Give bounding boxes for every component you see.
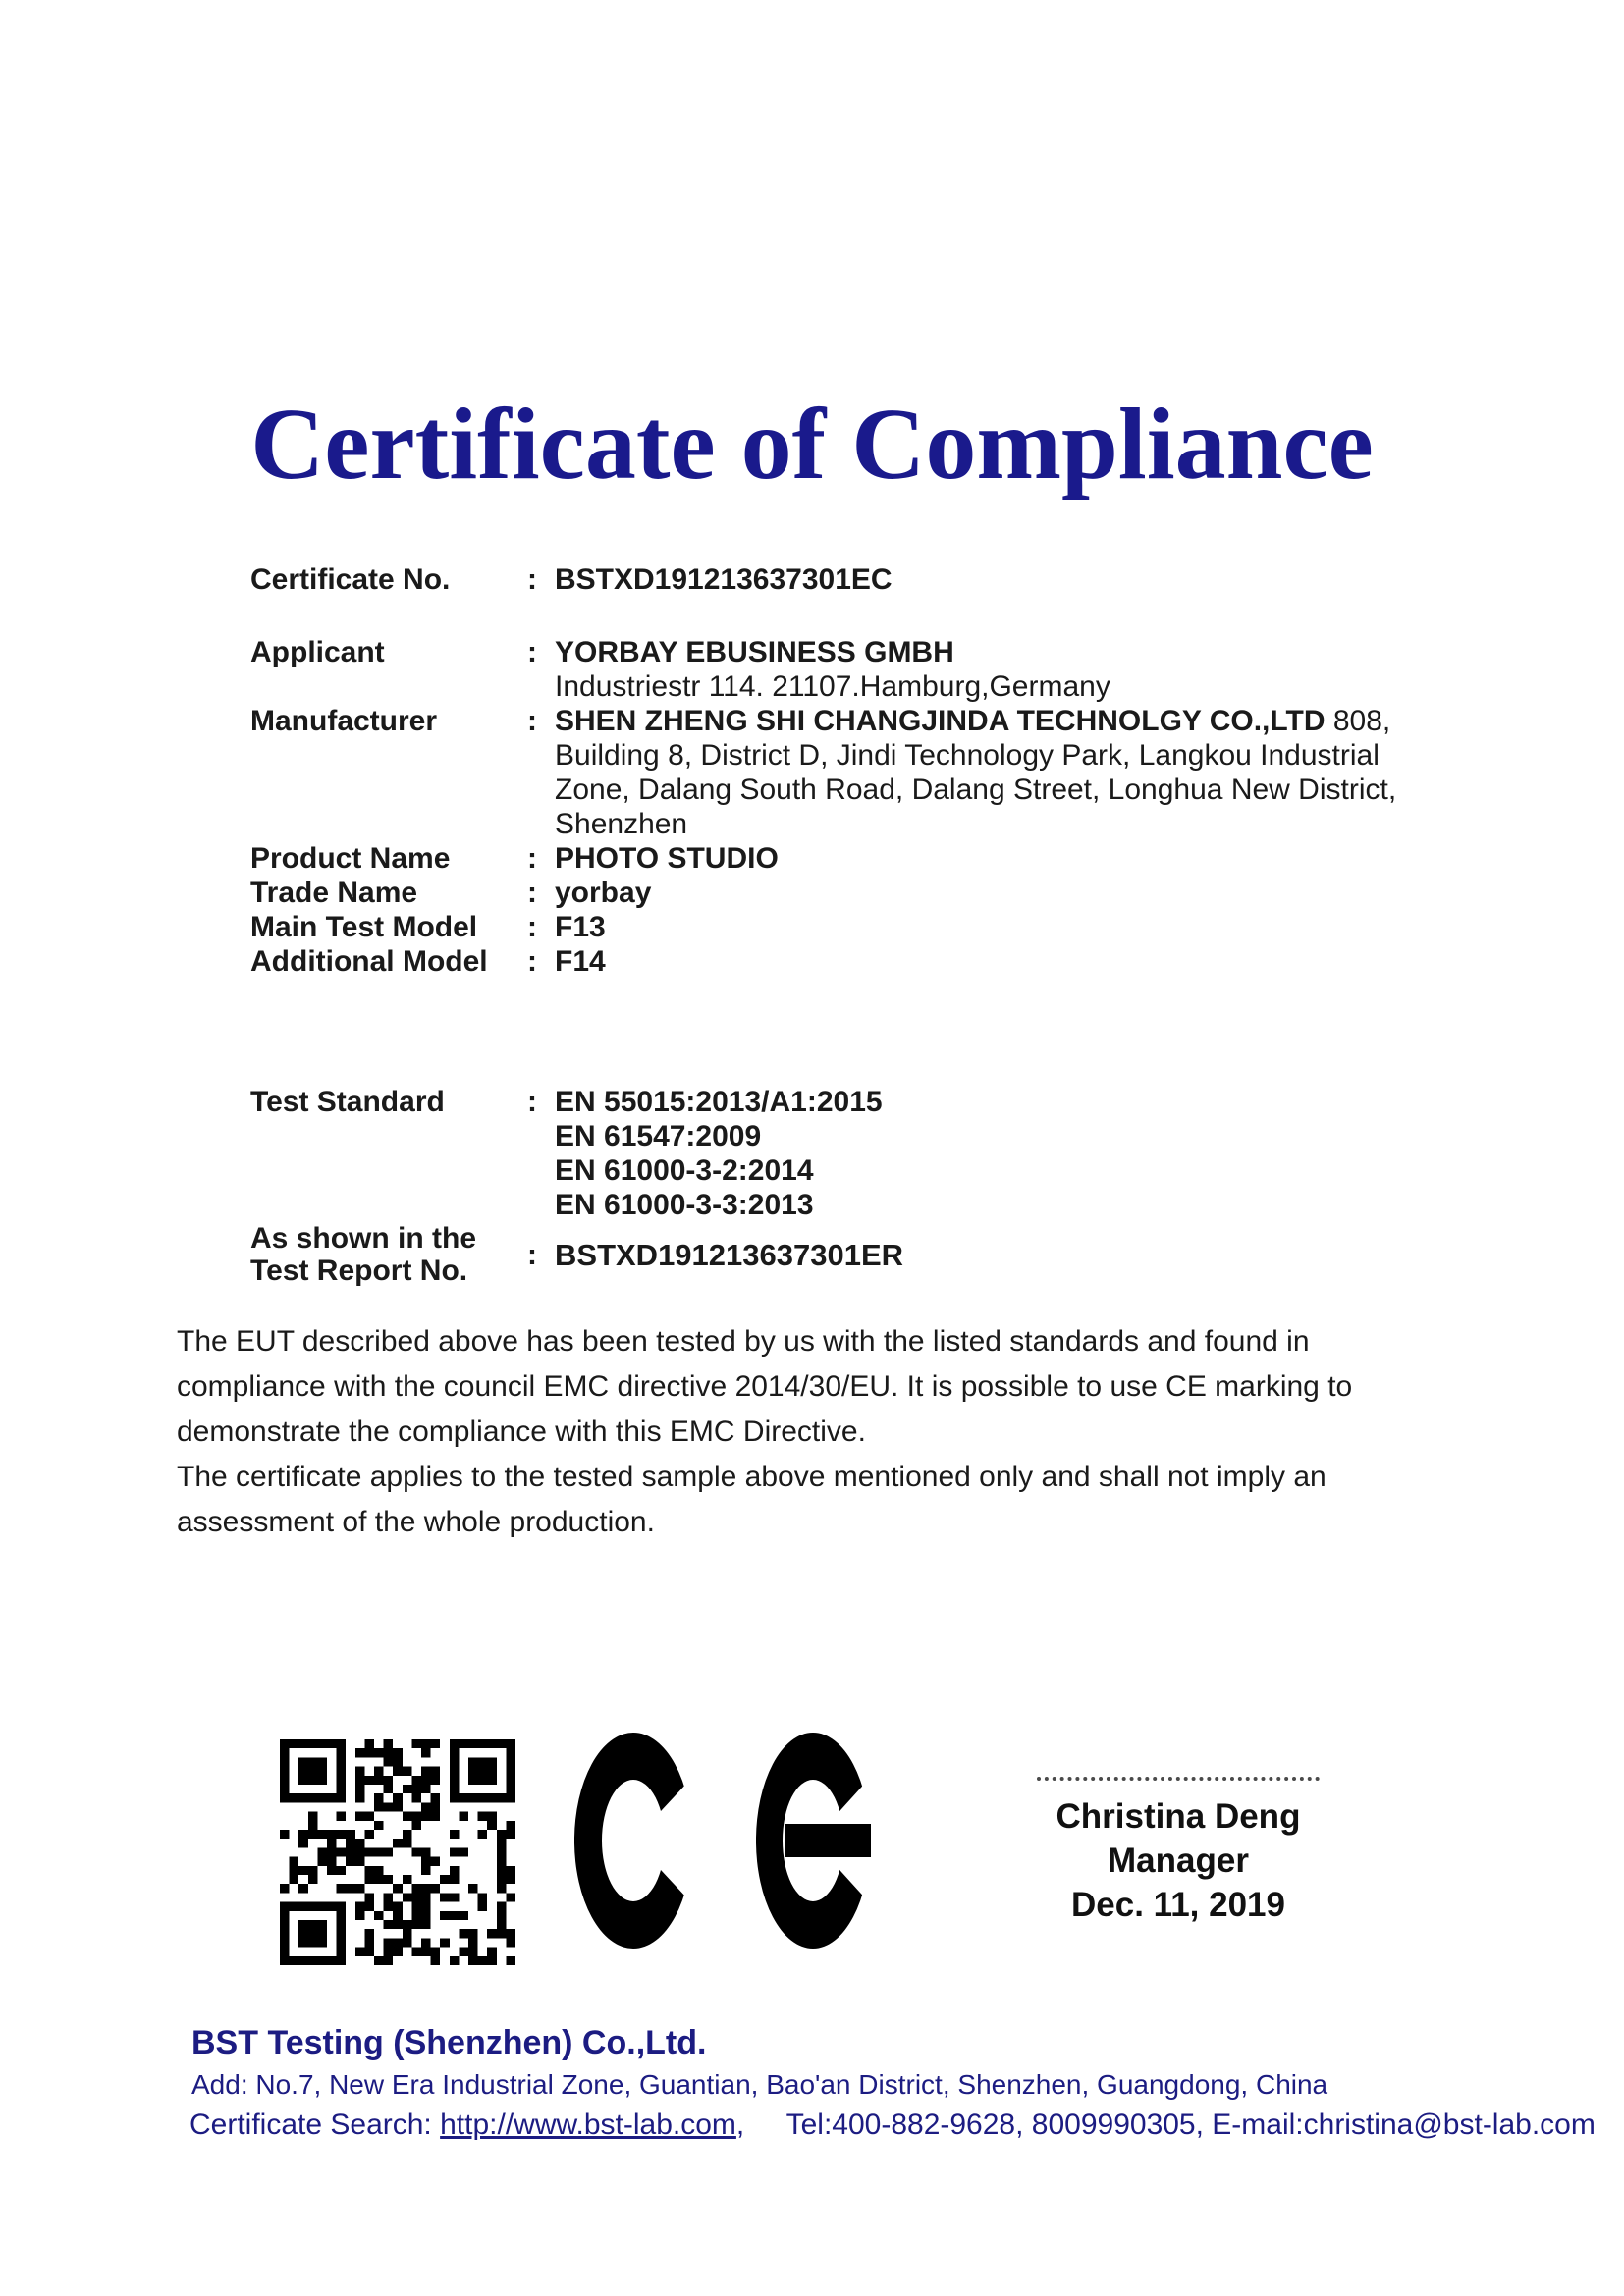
ce-mark-e — [756, 1733, 871, 1949]
applicant-name: YORBAY EBUSINESS GMBH — [555, 636, 954, 668]
signatory-role: Manager — [1108, 1842, 1249, 1880]
manufacturer-label: Manufacturer — [250, 705, 438, 737]
colon: : — [527, 563, 537, 596]
ce-mark-icon — [574, 1733, 871, 1949]
field-manufacturer — [250, 704, 1404, 841]
colon: : — [527, 705, 537, 737]
colon: : — [527, 877, 537, 909]
statement-paragraph-1: The EUT described above has been tested by us with the listed standards and found in compliance with the council EMC directive 2014/30/EU. It is possible to use CE marking to demonstrate the compliance with this EMC Directive. — [177, 1325, 1353, 1448]
certificate-no-value: BSTXD191213637301EC — [555, 563, 893, 596]
colon: : — [527, 945, 537, 978]
test-standard-value — [555, 1085, 1404, 1222]
applicant-address: Industriestr 114. 21107.Hamburg,Germany — [555, 670, 1110, 703]
certificate-no-label: Certificate No. — [250, 563, 451, 596]
field-test-report-no — [250, 1222, 1404, 1287]
manufacturer-address-line: Shenzhen — [555, 808, 688, 840]
spacer — [250, 979, 1404, 1085]
signature-block — [982, 1777, 1375, 1927]
main-test-model-value: F13 — [555, 911, 606, 943]
manufacturer-name-line — [555, 704, 1404, 738]
page-title: Certificate of Compliance — [250, 388, 1374, 501]
colon: : — [527, 911, 537, 943]
footer-address: Add: No.7, New Era Industrial Zone, Guantian, Bao'an District, Shenzhen, Guangdong, China — [191, 2069, 1328, 2100]
certificate-search-link[interactable]: http://www.bst-lab.com — [440, 2109, 736, 2141]
test-standard-item: EN 61000-3-2:2014 — [555, 1154, 814, 1187]
manufacturer-value — [555, 704, 1404, 841]
test-standard-item: EN 61547:2009 — [555, 1120, 762, 1152]
applicant-label: Applicant — [250, 636, 385, 668]
test-report-label-line1: As shown in the — [250, 1222, 477, 1255]
test-report-value: BSTXD191213637301ER — [555, 1237, 904, 1272]
colon: : — [527, 1238, 537, 1271]
field-test-standard — [250, 1085, 1404, 1222]
colon: : — [527, 842, 537, 875]
colon: : — [527, 1086, 537, 1118]
trade-name-label: Trade Name — [250, 877, 418, 909]
footer-contact: Tel:400-882-9628, 8009990305, E-mail:christina@bst-lab.com — [785, 2109, 1596, 2141]
additional-model-value: F14 — [555, 945, 606, 978]
field-product-name — [250, 841, 1404, 876]
manufacturer-address-line: Zone, Dalang South Road, Dalang Street, Longhua New District, — [555, 774, 1397, 806]
footer-company-name: BST Testing (Shenzhen) Co.,Ltd. — [191, 2024, 707, 2061]
signatory-name: Christina Deng — [1056, 1797, 1301, 1836]
field-applicant — [250, 635, 1404, 704]
qr-code — [280, 1739, 515, 1965]
colon: : — [527, 636, 537, 668]
manufacturer-name-suffix: 808, — [1325, 705, 1391, 737]
compliance-statement — [177, 1319, 1438, 1545]
spacer — [250, 597, 1404, 635]
manufacturer-name: SHEN ZHENG SHI CHANGJINDA TECHNOLGY CO.,LTD — [555, 705, 1326, 737]
certificate-info-table — [250, 562, 1404, 1287]
field-trade-name — [250, 876, 1404, 910]
test-standard-item: EN 61000-3-3:2013 — [555, 1189, 814, 1221]
field-certificate-no — [250, 562, 1404, 597]
test-report-label-line2: Test Report No. — [250, 1255, 468, 1287]
product-name-value: PHOTO STUDIO — [555, 842, 779, 875]
signature-date: Dec. 11, 2019 — [1071, 1886, 1285, 1924]
field-main-test-model — [250, 910, 1404, 944]
applicant-value — [555, 635, 1404, 704]
manufacturer-address-line: Building 8, District D, Jindi Technology Park, Langkou Industrial — [555, 739, 1380, 772]
main-test-model-label: Main Test Model — [250, 911, 478, 943]
trade-name-value: yorbay — [555, 877, 652, 909]
footer-search-line — [189, 2109, 1596, 2142]
certificate-search-label: Certificate Search: — [189, 2109, 432, 2141]
search-separator: , — [735, 2109, 745, 2141]
test-standard-item: EN 55015:2013/A1:2015 — [555, 1086, 883, 1118]
additional-model-label: Additional Model — [250, 945, 488, 978]
test-report-label — [250, 1222, 527, 1287]
statement-paragraph-2: The certificate applies to the tested sample above mentioned only and shall not imply an assessment of the whole production. — [177, 1461, 1326, 1538]
field-additional-model — [250, 944, 1404, 979]
test-standard-label: Test Standard — [250, 1086, 445, 1118]
product-name-label: Product Name — [250, 842, 451, 875]
signature-dotted-line — [1037, 1777, 1320, 1781]
ce-mark-c — [574, 1733, 693, 1949]
